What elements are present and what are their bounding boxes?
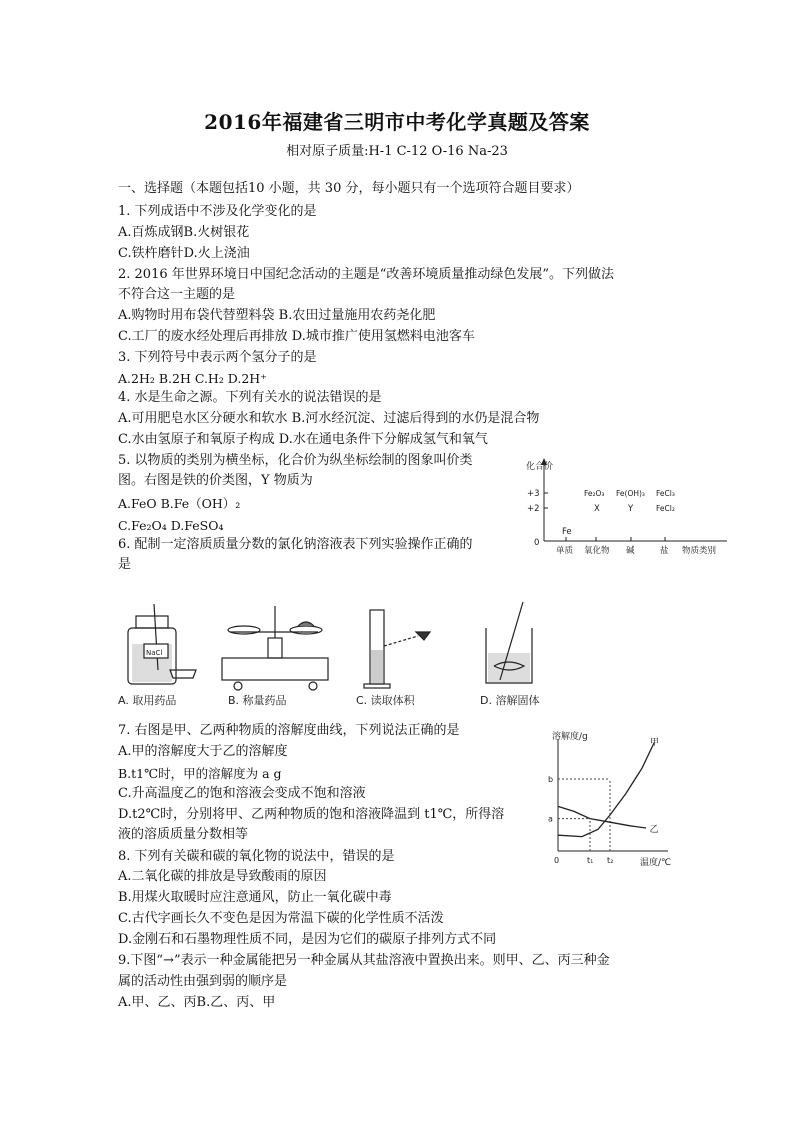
q8-stem: 8. 下列有关碳和碳的氧化物的说法中，错误的是 <box>118 849 395 864</box>
ytick-b: b <box>548 775 554 784</box>
q8-option-d: D.金刚石和石墨物理性质不同，是因为它们的碳原子排列方式不同 <box>118 932 497 947</box>
label-c: C. 读取体积 <box>356 694 415 707</box>
label-b: B. 称量药品 <box>228 694 287 707</box>
beaker-figure <box>486 602 532 683</box>
nacl-label: NaCl <box>146 649 163 657</box>
q9-options-ab: A.甲、乙、丙B.乙、丙、甲 <box>118 995 276 1010</box>
cell-x: X <box>594 504 600 514</box>
q3-options: A.2H₂ B.2H C.H₂ D.2H⁺ <box>118 371 267 386</box>
q7-option-c: C.升高温度乙的饱和溶液会变成不饱和溶液 <box>118 786 366 801</box>
xtick-t2: t₂ <box>607 856 614 865</box>
graduated-cylinder-figure <box>364 610 430 688</box>
label-d: D. 溶解固体 <box>480 694 540 707</box>
xtick-t1: t₁ <box>587 856 594 865</box>
solubility-xlabel: 温度/℃ <box>640 858 672 868</box>
q5-stem: 5. 以物质的类别为横坐标，化合价为纵坐标绘制的图象叫价类 <box>118 453 473 468</box>
valence-ylabel: 化合价 <box>526 462 554 472</box>
atomic-mass-note: 相对原子质量:H-1 C-12 O-16 Na-23 <box>286 144 508 159</box>
solubility-ylabel: 溶解度/g <box>552 732 588 742</box>
balance-figure <box>222 606 328 690</box>
xlabel-salt: 盐 <box>660 546 669 556</box>
xlabel-category: 物质类别 <box>682 546 717 556</box>
q7-stem: 7. 右图是甲、乙两种物质的溶解度曲线，下列说法正确的是 <box>118 723 460 738</box>
curve-jia <box>558 743 654 837</box>
cell-y: Y <box>628 504 634 514</box>
ytick-zero: 0 <box>534 538 540 548</box>
ytick-plus3: +3 <box>527 489 540 499</box>
solubility-chart <box>540 725 695 870</box>
label-a: A. 取用药品 <box>118 694 177 707</box>
iron-valence-chart <box>522 455 737 560</box>
cell-fe: Fe <box>562 527 572 537</box>
q2-stem-cont: 不符合这一主题的是 <box>118 287 236 302</box>
xlabel-element: 单质 <box>556 546 574 556</box>
q1-options-cd: C.铁杵磨针D.火上浇油 <box>118 246 250 261</box>
q2-options-ab: A.购物时用布袋代替塑料袋 B.农田过量施用农药尧化肥 <box>118 308 436 323</box>
q5-options-ab: A.FeO B.Fe（OH）₂ <box>118 496 241 511</box>
q4-options-cd: C.水由氢原子和氧原子构成 D.水在通电条件下分解成氢气和氧气 <box>118 432 488 447</box>
q3-stem: 3. 下列符号中表示两个氢分子的是 <box>118 350 317 365</box>
q7-option-d-cont: 液的溶质质量分数相等 <box>118 827 249 842</box>
cell-fe2o3: Fe₂O₃ <box>584 489 605 498</box>
reagent-bottle-figure <box>128 604 196 684</box>
q2-options-cd: C.工厂的废水经处理后再排放 D.城市推广使用氢燃料电池客车 <box>118 329 475 344</box>
q8-option-b: B.用煤火取暖时应注意通风，防止一氧化碳中毒 <box>118 890 392 905</box>
cell-fecl3: FeCl₃ <box>656 489 675 498</box>
q8-option-c: C.古代字画长久不变色是因为常温下碳的化学性质不活泼 <box>118 911 444 926</box>
q4-stem: 4. 水是生命之源。下列有关水的说法错误的是 <box>118 390 382 405</box>
xtick-0: 0 <box>554 856 560 865</box>
q7-option-b: B.t1℃时，甲的溶解度为 a g <box>118 766 282 781</box>
xlabel-oxide: 氧化物 <box>584 546 610 556</box>
ytick-plus2: +2 <box>527 504 540 514</box>
ytick-a: a <box>548 814 553 824</box>
section-heading: 一、选择题（本题包括10 小题，共 30 分，每小题只有一个选项符合题目要求） <box>118 181 580 196</box>
q4-options-ab: A.可用肥皂水区分硬水和软水 B.河水经沉淀、过滤后得到的水仍是混合物 <box>118 411 540 426</box>
series-label-yi: 乙 <box>649 824 659 835</box>
lab-operations-figure <box>118 598 558 718</box>
q1-stem: 1. 下列成语中不涉及化学变化的是 <box>118 204 317 219</box>
q7-option-a: A.甲的溶解度大于乙的溶解度 <box>118 744 288 759</box>
q9-stem: 9.下图“→”表示一种金属能把另一种金属从其盐溶液中置换出来。则甲、乙、丙三种金 <box>118 953 610 968</box>
q6-stem: 6. 配制一定溶质质量分数的氯化钠溶液表下列实验操作正确的 <box>118 537 473 552</box>
series-label-jia: 甲 <box>650 738 660 748</box>
q1-options-ab: A.百炼成钢B.火树银花 <box>118 225 250 240</box>
q9-stem-cont: 属的活动性由强到弱的顺序是 <box>118 974 288 989</box>
q7-option-d: D.t2℃时，分别将甲、乙两种物质的饱和溶液降温到 t1℃，所得溶 <box>118 807 505 822</box>
q8-option-a: A.二氧化碳的排放是导致酸雨的原因 <box>118 869 327 884</box>
q5-stem-cont: 图。右图是铁的价类图，Y 物质为 <box>118 473 313 488</box>
cell-fecl2: FeCl₂ <box>656 504 675 513</box>
q2-stem: 2. 2016 年世界环境日中国纪念活动的主题是“改善环境质量推动绿色发展”。下列做法 <box>118 267 615 282</box>
xlabel-base: 碱 <box>626 546 635 556</box>
cell-feoh3: Fe(OH)₃ <box>616 489 645 498</box>
page-title: 2016年福建省三明市中考化学真题及答案 <box>204 110 590 134</box>
q6-stem-cont: 是 <box>118 557 132 572</box>
q5-options-cd: C.Fe₂O₄ D.FeSO₄ <box>118 518 224 533</box>
